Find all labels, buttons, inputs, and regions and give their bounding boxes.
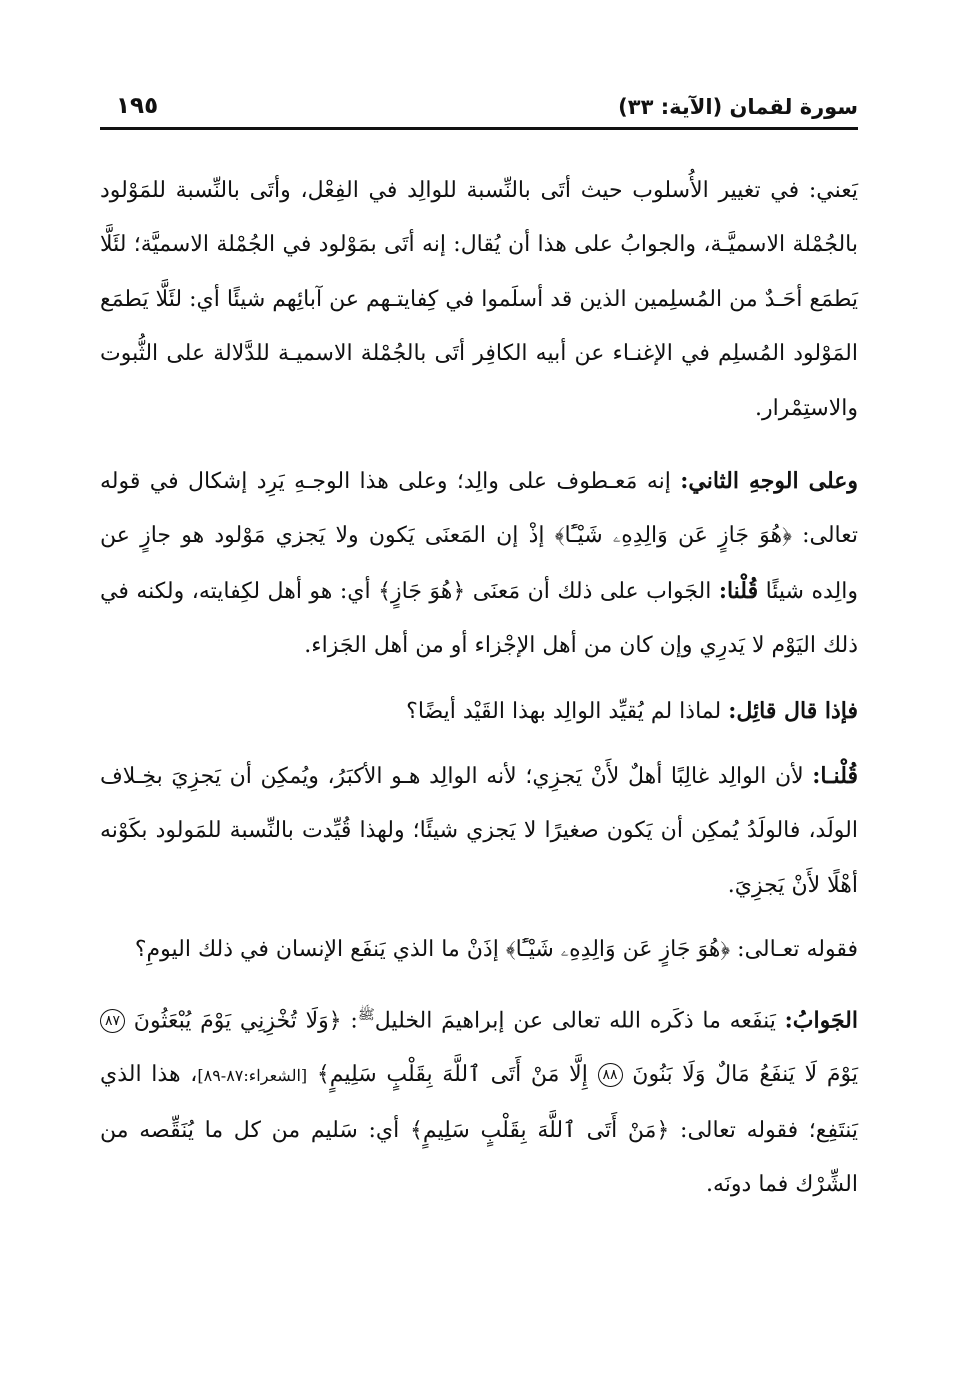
body-text bbox=[100, 164, 858, 1213]
quran-quote: ﴿هُوَ جَازٍ عَن وَالِدِهِۦ شَيْـًٔا﴾ bbox=[554, 523, 792, 549]
paragraph-lead: وعلى الوجهِ الثاني: bbox=[680, 468, 858, 495]
quran-quote: ﴿وَلَا تُخْزِنِي يَوْمَ يُبْعَثُونَ bbox=[133, 1008, 342, 1034]
paragraph-5 bbox=[100, 923, 858, 977]
paragraph-text: ، هذا الذي يَنتَفِع؛ فقوله تعالى: bbox=[100, 1062, 859, 1143]
paragraph-lead: فإذا قال قائِل: bbox=[728, 697, 858, 724]
paragraph-text: إذْ إن المَعنَى يَكون ولا يَجزي مَوْلود هو جازٍ عن والِده شيئًا bbox=[100, 523, 858, 604]
page-header bbox=[100, 84, 858, 124]
running-title: سورة لقمان (الآية: ٣٣) bbox=[618, 95, 858, 119]
paragraph-text: يَنفَعه ما ذكَره الله تعالى عن إبراهيمَ الخليل bbox=[374, 1008, 776, 1034]
paragraph-text: لأن الوالِد غالِبًا أهلٌ لأَنْ يَجزِي؛ لأنه الوالِد هـو الأكبَرُ، ويُمكِن أن يَجزِيَ بخِـلاف الولَد، فالولَدُ يُمكِن أن يَكون صغيرًا لا يَجزي شيئًا؛ ولهذا قُيِّدت بالنِّسبة للمَولود بكَوْنه أهْلًا لأَنْ يَجزِيَ. bbox=[100, 764, 858, 898]
paragraph-4 bbox=[100, 749, 858, 913]
quran-quote: ﴿هُوَ جَازٍ عَن وَالِدِهِۦ شَيْـًٔا﴾ bbox=[505, 937, 731, 963]
honorific-symbol: ﷺ bbox=[357, 1006, 375, 1023]
paragraph-lead: قُلْنا: bbox=[718, 577, 759, 604]
paragraph-text: الجَواب على ذلك أن مَعنَى bbox=[472, 578, 712, 604]
quran-quote: ﴿مَنْ أَتَى ٱللَّهَ بِقَلْبٍ سَلِيمٍ﴾ bbox=[409, 1117, 670, 1143]
paragraph-text: إنه مَعـطوف على والِد؛ وعلى هذا الوجـهِ يَرِد إشكال في قوله تعالى: bbox=[100, 469, 858, 549]
paragraph-lead: الجَوابُ: bbox=[784, 1007, 858, 1034]
paragraph-text: إذَنْ ما الذي يَنفَع الإنسان في ذلك اليومِ؟ bbox=[134, 937, 499, 963]
paragraph-text: يَعني: في تغيير الأُسلوب حيث أتَى بالنِّسبة للوالِد في الفِعْل، وأتَى بالنِّسبة للمَوْلود بالجُمْلة الاسميَّـة، والجوابُ على هذا أن يُقال: إنه أتَى بمَوْلود في الجُمْلة الاسميَّة؛ لئَلَّا يَطمَع أحَـدٌ من المُسلِمين الذين قد أسلَموا في كِفايتـهم عن آبائِهم شيئًا أي: لئَلَّا يَطمَع المَوْلود المُسلِم في الإغنـاء عن أبيه الكافِر أتَى بالجُمْلة الاسميـة للدَّلالة على الثُّبوت والاستِمْرار. bbox=[100, 178, 858, 421]
paragraph-1 bbox=[100, 164, 858, 436]
paragraph-lead: قُلْنـا: bbox=[812, 763, 858, 790]
paragraph-text: : bbox=[350, 1008, 358, 1034]
paragraph-text: أي: سَليم من كل ما يُنَقِّصه من الشِّرْك فما دونَه. bbox=[100, 1117, 858, 1198]
quran-quote: إِلَّا مَنْ أَتَى ٱللَّهَ بِقَلْبٍ سَلِيمٍ﴾ bbox=[316, 1062, 588, 1088]
quran-quote: يَوْمَ لَا يَنفَعُ مَالٌ وَلَا بَنُونَ bbox=[632, 1062, 858, 1088]
verse-number-marker: ٨٨ bbox=[598, 1063, 623, 1087]
header-rule bbox=[100, 127, 858, 130]
quran-quote: ﴿هُوَ جَازٍ﴾ bbox=[378, 578, 466, 604]
paragraph-text: لماذا لم يُقيِّد الوالِد بهذا القَيْد أيضًا؟ bbox=[406, 698, 722, 724]
paragraph-text: فقوله تعـالى: bbox=[737, 937, 858, 963]
paragraph-text: أي: هو أهل لكِفايته، ولكنه في ذلك اليَوْم لا يَدرِي وإن كان من أهل الإجْزاء أو من أهل الجَزاء. bbox=[100, 578, 858, 659]
paragraph-6 bbox=[100, 988, 858, 1213]
paragraph-3 bbox=[100, 684, 858, 739]
verse-number-marker: ٨٧ bbox=[100, 1009, 125, 1033]
paragraph-2 bbox=[100, 454, 858, 674]
page-number: ١٩٥ bbox=[116, 93, 159, 119]
quran-citation: [الشعراء:٨٧-٨٩] bbox=[197, 1066, 308, 1086]
